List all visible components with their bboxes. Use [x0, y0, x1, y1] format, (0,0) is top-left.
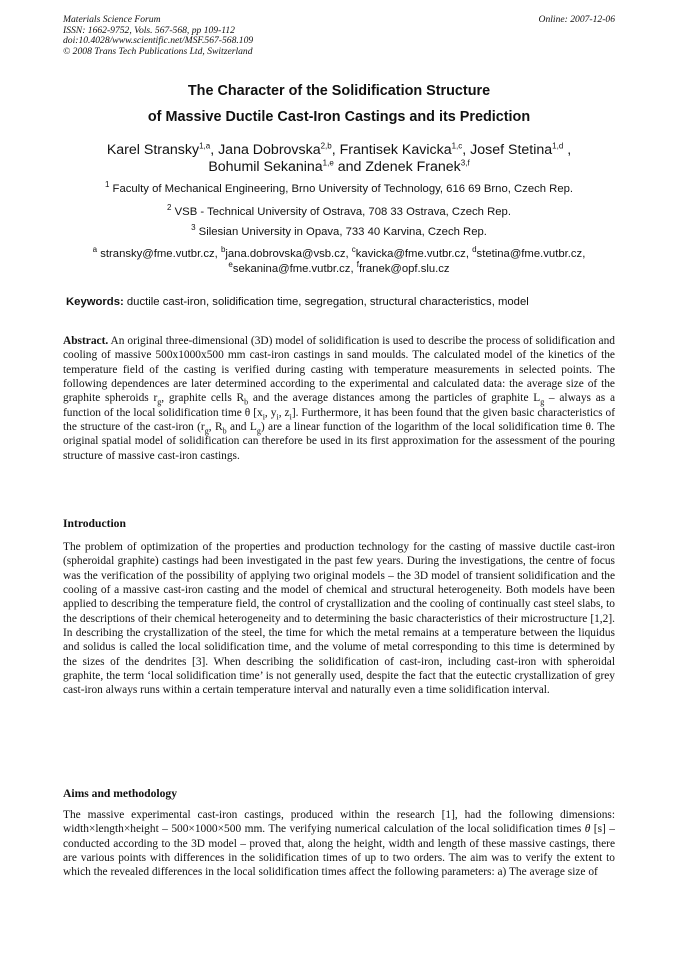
author-sup: 1,e: [322, 158, 334, 168]
affiliation-text: Faculty of Mechanical Engineering, Brno University of Technology, 616 69 Brno, Czech Rep.: [109, 183, 574, 195]
email-link[interactable]: stransky@fme.vutbr.cz,: [97, 248, 221, 260]
abstract-text: – always as a function of the local solidification time θ [x: [63, 392, 615, 419]
author-sup: 1,d: [552, 141, 564, 151]
abstract-text: , R: [208, 421, 223, 434]
section-heading-introduction: Introduction: [63, 517, 126, 530]
subscript: i: [276, 412, 279, 421]
journal-copyright: © 2008 Trans Tech Publications Ltd, Switzerland: [63, 45, 253, 57]
keywords-text: ductile cast-iron, solidification time, segregation, structural characteristics, model: [123, 296, 529, 308]
subscript: b: [222, 426, 227, 436]
journal-issn: ISSN: 1662-9752, Vols. 567-568, pp 109-112: [63, 24, 235, 36]
author-name: , Jana Dobrovska: [210, 142, 321, 158]
author-name: and Zdenek Franek: [333, 159, 461, 175]
email-sup: e: [228, 260, 233, 270]
abstract-text: , y: [264, 406, 277, 419]
subscript: b: [244, 397, 249, 407]
aims-paragraph: [63, 808, 615, 880]
affiliation-1: [20, 180, 658, 195]
paper-title-line1: The Character of the Solidification Structure: [187, 83, 491, 99]
affiliation-3: [20, 223, 658, 238]
paper-title-line2: of Massive Ductile Cast-Iron Castings and its Prediction: [147, 109, 531, 125]
author-sep: ,: [563, 142, 572, 158]
online-date: Online: 2007-12-06: [538, 14, 615, 25]
subscript: g: [157, 397, 162, 407]
email-link[interactable]: franek@opf.slu.cz: [358, 263, 450, 275]
subscript: g: [540, 397, 545, 407]
author-list: [30, 142, 648, 176]
email-link[interactable]: jana.dobrovska@vsb.cz,: [225, 248, 352, 260]
email-sup: c: [351, 245, 356, 255]
abstract-text: ]. Furthermore, it has been found that the given basic characteristics of the structure of the cast-iron (r: [63, 406, 615, 434]
author-sup: 1,a: [199, 141, 211, 151]
email-sup: b: [220, 245, 226, 255]
email-list: [60, 247, 618, 277]
affiliation-2: [20, 203, 658, 218]
affiliation-sup: 3: [191, 223, 196, 233]
journal-doi: doi:10.4028/www.scientific.net/MSF.567-568.109: [63, 35, 254, 47]
author-sup: 2,b: [320, 141, 332, 151]
subscript: g: [204, 426, 209, 436]
subscript: i: [262, 412, 265, 421]
email-link[interactable]: sekanina@fme.vutbr.cz,: [232, 263, 357, 275]
abstract-text: ) are a linear function of the logarithm of the local solidification time θ. The original spatial model of solidification can therefore be used in its first approximation for the assessment of the pouring structure of massive cast-iron castings.: [63, 421, 615, 462]
author-name: , Frantisek Kavicka: [331, 142, 452, 158]
affiliation-text: VSB - Technical University of Ostrava, 708 33 Ostrava, Czech Rep.: [171, 206, 511, 218]
affiliation-sup: 2: [167, 203, 172, 213]
introduction-paragraph: The problem of optimization of the properties and production technology for the casting of massive ductile cast-iron (spheroidal graphite) castings had been investigated in the past few years. During the investigations, the centre of focus was the verification of the possibility of applying two original models – the 3D model of transient solidification and the cooling of a massive cast-iron casting and the model of chemical and structural heterogeneity. Both models have been applied to describing the temperature field, the control of crystallization and the cooling of continually cast steel slabs, to the descriptions of their chemical heterogeneity and to determining the basic characteristics of their microstructure [1,2]. In describing the crystallization of the steel, the time for which the metal remains at a temperature between the liquidus and solidus is called the local solidification time, and the volume of metal corresponding to this time is determined by the sizes of the dendrites [3]. When describing the solidification of cast-iron, including cast-iron with spheroidal graphite, the term ‘local solidification time’ is not generally used, despite the fact that the eutectic crystallization of grey cast-iron always runs within a certain temperature interval and naturally even a time solidification interval.: [63, 541, 615, 697]
email-sup: d: [472, 245, 477, 255]
theta-symbol: θ: [584, 823, 591, 836]
abstract-text: , graphite cells R: [161, 392, 245, 405]
author-name: Karel Stransky: [106, 142, 200, 158]
author-name: Bohumil Sekanina: [208, 159, 323, 175]
abstract-paragraph: [63, 334, 615, 463]
email-sup: a: [92, 245, 98, 255]
author-sup: 1,c: [451, 141, 463, 151]
abstract-text: , z: [278, 406, 290, 419]
affiliation-sup: 1: [104, 180, 110, 190]
abstract-text: An original three-dimensional (3D) model of solidification is used to describe the process of solidification and cooling of massive 500x1000x500 mm cast-iron castings in sand moulds. The calculated model of the kinetics of the temperature field of the casting is verified during casting with temperature measurements in selected points. The following dependences are later determined according to the experimental and calculated data: the average size of the graphite spheroids r: [63, 335, 615, 405]
email-link[interactable]: stetina@fme.vutbr.cz,: [476, 248, 586, 260]
aims-text: The massive experimental cast-iron castings, produced within the research [1], had the following dimensions: width×length×height – 500×1000×500 mm. The verifying numerical calculation of the local solidification times: [63, 809, 615, 836]
author-name: , Josef Stetina: [462, 142, 553, 158]
keywords: [66, 296, 638, 308]
abstract-text: and L: [226, 421, 257, 434]
aims-text: [s] – conducted according to the 3D model – proved that, along the height, width and length of these massive castings, there are various points with differences in the solidification times of up to two orders. The aim was to verify the extent to which the revealed differences in the local solidification times affect the following parameters: a) The average size of: [63, 823, 615, 879]
abstract-text: and the average distances among the particles of graphite L: [248, 392, 541, 405]
author-sup: 3,f: [460, 158, 470, 168]
abstract-label: Abstract.: [63, 335, 109, 347]
email-sup: f: [356, 260, 359, 270]
subscript: i: [289, 412, 292, 421]
section-heading-aims: Aims and methodology: [63, 787, 178, 800]
journal-name: Materials Science Forum: [63, 14, 161, 25]
subscript: g: [256, 426, 261, 436]
keywords-label: Keywords:: [66, 296, 124, 308]
journal-info: [63, 15, 423, 57]
affiliation-text: Silesian University in Opava, 733 40 Karvina, Czech Rep.: [195, 226, 487, 238]
email-link[interactable]: kavicka@fme.vutbr.cz,: [355, 248, 473, 260]
